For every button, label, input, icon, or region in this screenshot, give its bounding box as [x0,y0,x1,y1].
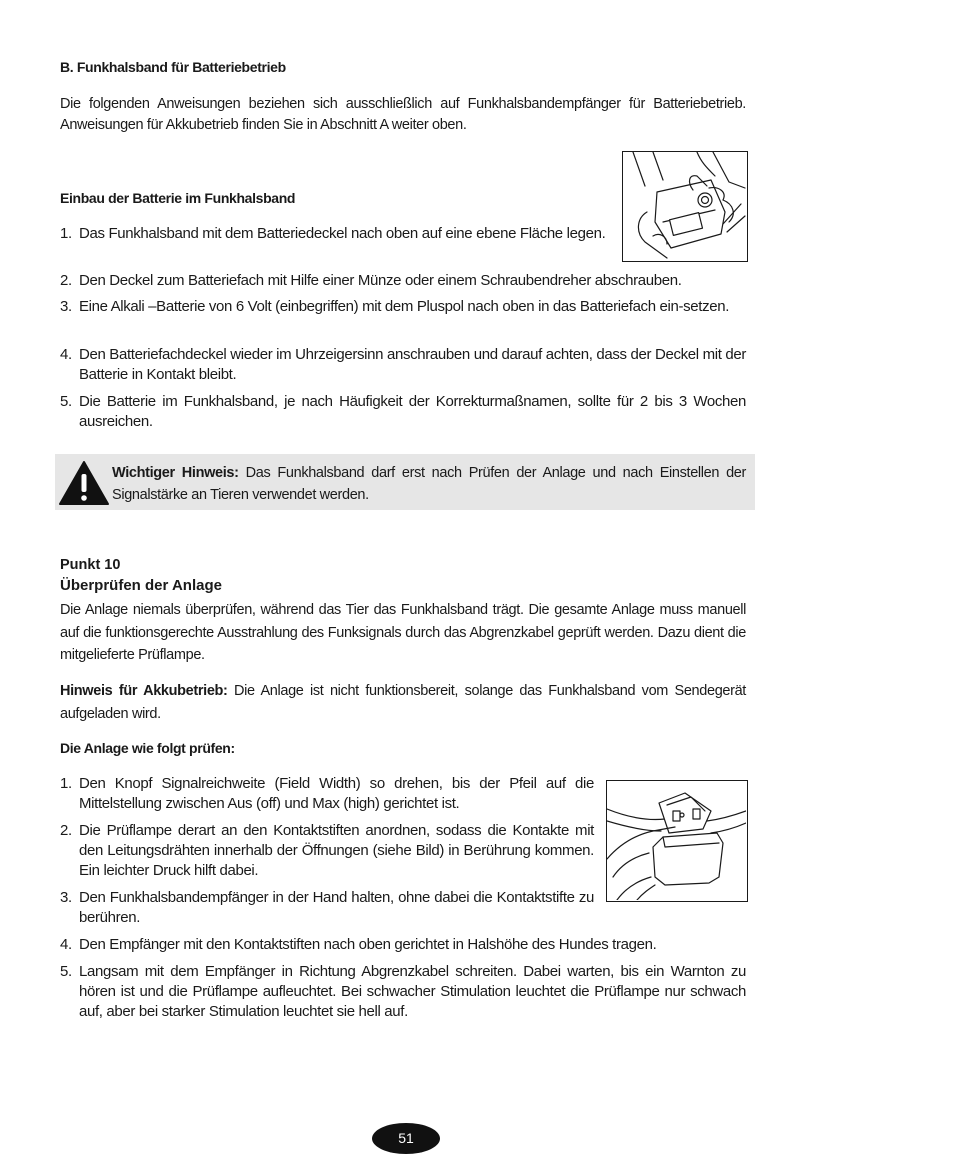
list-item: 5. Langsam mit dem Empfänger in Richtung Abgrenzkabel schreiten. Dabei warten, bis ein Warnton zu hören ist und die Prüflampe aufleuchtet. Bei schwacher Stimulation leuchtet die Prüflampe nur schwach auf, aber bei starker Stimulation leuchtet sie hell auf. [60,963,746,1020]
test-heading: Die Anlage wie folgt prüfen: [60,740,235,756]
list-item: 5. Die Batterie im Funkhalsband, je nach Häufigkeit der Korrekturmaßnamen, sollte für 2 bis 3 Wochen ausreichen. [60,393,746,430]
warning-text: Wichtiger Hinweis: Das Funkhalsband darf erst nach Prüfen der Anlage und nach Einstellen der Signalstärke an Tieren verwendet werden. [112,465,747,503]
list-item: 4. Den Empfänger mit den Kontaktstiften nach oben gerichtet in Halshöhe des Hundes tragen. [60,936,657,953]
page-number: 51 [372,1123,440,1154]
list-item: 2. Den Deckel zum Batteriefach mit Hilfe einer Münze oder einem Schraubendreher abschrauben. [60,272,682,289]
list-item: 2. Die Prüflampe derart an den Kontaktstiften anordnen, sodass die Kontakte mit den Leitungsdrähten innerhalb der Öffnungen (siehe Bild) in Berührung kommen. Ein leichter Druck hilft dabei. [60,822,594,879]
list-item: 3. Den Funkhalsbandempfänger in der Hand halten, ohne dabei die Kontaktstifte zu berühren. [60,889,594,926]
battery-cover-image [623,152,746,260]
section-title: B. Funkhalsband für Batteriebetrieb [60,59,286,75]
akku-note: Hinweis für Akkubetrieb: Die Anlage ist nicht funktionsbereit, solange das Funkhalsband vom Sendegerät aufgeladen wird. [60,683,746,722]
section-intro: Die folgenden Anweisungen beziehen sich ausschließlich auf Funkhalsbandempfänger für Batteriebetrieb. Anweisungen für Akkubetrieb finden Sie in Abschnitt A weiter oben. [60,96,746,133]
list-item: 1. Das Funkhalsband mit dem Batteriedeckel nach oben auf eine ebene Fläche legen. [60,225,606,242]
list-item: 3. Eine Alkali –Batterie von 6 Volt (einbegriffen) mit dem Pluspol nach oben in das Batteriefach ein-setzen. [60,298,730,315]
battery-illustration [622,151,748,262]
test-lamp-image [607,781,746,900]
battery-install-heading: Einbau der Batterie im Funkhalsband [60,190,296,206]
warning-icon [58,460,110,506]
punkt-intro: Die Anlage niemals überprüfen, während das Tier das Funkhalsband trägt. Die gesamte Anlage muss manuell auf die funktionsgerechte Ausstrahlung des Funksignals durch das Abgrenzkabel geprüft werden. Dazu dient die mitgelieferte Prüflampe. [60,602,746,663]
punkt-title: Überprüfen der Anlage [60,577,222,594]
list-item: 4. Den Batteriefachdeckel wieder im Uhrzeigersinn anschrauben und darauf achten, dass der Deckel mit der Batterie in Kontakt bleibt. [60,346,746,383]
test-lamp-illustration [606,780,748,902]
warning-box [55,454,755,510]
punkt-label: Punkt 10 [60,557,121,573]
list-item: 1. Den Knopf Signalreichweite (Field Width) so drehen, bis der Pfeil auf die Mittelstellung zwischen Aus (off) und Max (high) gerichtet ist. [60,775,594,812]
